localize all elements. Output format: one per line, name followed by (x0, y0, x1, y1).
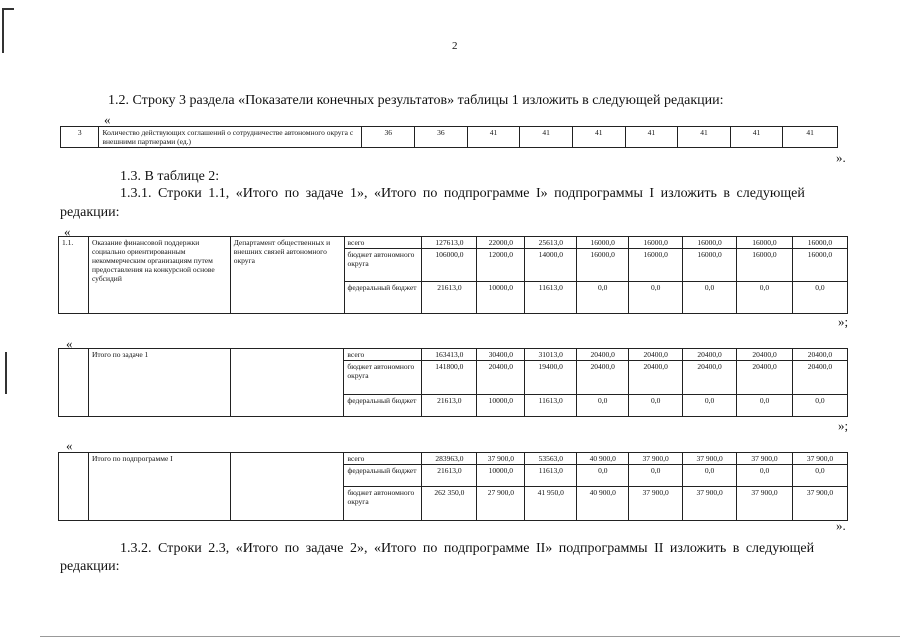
program-table-task-1 (58, 348, 848, 417)
value-cell: 36 (362, 127, 415, 148)
value-cell: 16000,0 (792, 249, 847, 282)
value-cell: 0,0 (737, 465, 793, 487)
executor (230, 453, 344, 521)
funding-source: бюджет автономного округа (344, 361, 422, 395)
value-cell: 16000,0 (792, 237, 847, 249)
value-cell: 37 900,0 (792, 487, 847, 521)
value-cell: 16000,0 (577, 237, 629, 249)
value-cell: 106000,0 (422, 249, 477, 282)
value-cell: 16000,0 (629, 237, 683, 249)
value-cell: 41 (783, 127, 838, 148)
value-cell: 41 (572, 127, 625, 148)
funding-source: всего (344, 349, 422, 361)
value-cell: 10000,0 (477, 465, 525, 487)
value-cell: 0,0 (629, 282, 683, 314)
value-cell: 37 900,0 (737, 453, 793, 465)
value-cell: 37 900,0 (477, 453, 525, 465)
value-cell: 20400,0 (792, 361, 847, 395)
value-cell: 20400,0 (683, 349, 737, 361)
value-cell: 11613,0 (525, 465, 577, 487)
value-cell: 20400,0 (792, 349, 847, 361)
value-cell: 41 (625, 127, 678, 148)
paragraph-1-3: 1.3. В таблице 2: (120, 169, 220, 184)
paragraph-1-3-1-cont: редакции: (60, 205, 120, 220)
open-quote: « (66, 438, 73, 453)
value-cell: 20400,0 (477, 361, 525, 395)
results-table (60, 126, 838, 148)
value-cell: 0,0 (683, 395, 737, 417)
close-quote: ». (836, 518, 846, 533)
value-cell: 0,0 (737, 395, 793, 417)
value-cell: 16000,0 (683, 249, 737, 282)
close-quote: ». (836, 150, 846, 165)
value-cell: 20400,0 (577, 349, 629, 361)
value-cell: 40 900,0 (577, 487, 629, 521)
value-cell: 16000,0 (737, 249, 793, 282)
value-cell: 283963,0 (422, 453, 477, 465)
value-cell: 20400,0 (683, 361, 737, 395)
value-cell: 0,0 (577, 282, 629, 314)
value-cell: 12000,0 (477, 249, 525, 282)
scan-edge-mark (2, 8, 14, 10)
scan-edge-mark (2, 8, 4, 53)
value-cell: 37 900,0 (737, 487, 793, 521)
total-label: Итого по подпрограмме I (88, 453, 230, 521)
value-cell: 0,0 (683, 282, 737, 314)
page-number: 2 (452, 40, 458, 52)
value-cell: 21613,0 (422, 465, 477, 487)
paragraph-1-3-1: 1.3.1. Строки 1.1, «Итого по задаче 1», «Итого по подпрограмме I» подпрограммы I изложить в следующей (120, 186, 805, 201)
scan-edge-mark (40, 636, 900, 637)
total-label: Итого по задаче 1 (88, 349, 230, 417)
value-cell: 41 (730, 127, 783, 148)
value-cell: 16000,0 (577, 249, 629, 282)
table-row (59, 237, 848, 249)
open-quote: « (66, 336, 73, 351)
value-cell: 0,0 (577, 465, 629, 487)
row-number (59, 453, 89, 521)
close-quote: »; (838, 418, 849, 433)
row-number: 3 (61, 127, 99, 148)
funding-source: федеральный бюджет (344, 465, 422, 487)
value-cell: 37 900,0 (683, 453, 737, 465)
funding-source: бюджет автономного округа (344, 249, 422, 282)
table-row (61, 127, 838, 148)
value-cell: 14000,0 (525, 249, 577, 282)
value-cell: 10000,0 (477, 282, 525, 314)
value-cell: 31013,0 (525, 349, 577, 361)
paragraph-1-3-2-cont: редакции: (60, 559, 120, 574)
funding-source: федеральный бюджет (344, 395, 422, 417)
paragraph-1-2: 1.2. Строку 3 раздела «Показатели конечных результатов» таблицы 1 изложить в следующей редакции: (108, 93, 724, 108)
value-cell: 37 900,0 (683, 487, 737, 521)
value-cell: 21613,0 (422, 395, 477, 417)
table-row (59, 453, 848, 465)
value-cell: 37 900,0 (792, 453, 847, 465)
value-cell: 11613,0 (525, 395, 577, 417)
value-cell: 27 900,0 (477, 487, 525, 521)
funding-source: бюджет автономного округа (344, 487, 422, 521)
value-cell: 41 (467, 127, 520, 148)
value-cell: 20400,0 (577, 361, 629, 395)
value-cell: 41 (678, 127, 731, 148)
indicator-label: Количество действующих соглашений о сотрудничестве автономного округа с внешними партнерами (ед.) (99, 127, 362, 148)
value-cell: 20400,0 (629, 361, 683, 395)
value-cell: 0,0 (629, 465, 683, 487)
table-row (59, 349, 848, 361)
value-cell: 20400,0 (629, 349, 683, 361)
value-cell: 0,0 (792, 395, 847, 417)
value-cell: 16000,0 (683, 237, 737, 249)
value-cell: 0,0 (792, 465, 847, 487)
value-cell: 0,0 (629, 395, 683, 417)
value-cell: 20400,0 (737, 361, 793, 395)
value-cell: 37 900,0 (629, 487, 683, 521)
value-cell: 53563,0 (525, 453, 577, 465)
value-cell: 0,0 (737, 282, 793, 314)
open-quote: « (104, 112, 111, 127)
funding-source: федеральный бюджет (344, 282, 422, 314)
funding-source: всего (344, 237, 422, 249)
value-cell: 11613,0 (525, 282, 577, 314)
value-cell: 19400,0 (525, 361, 577, 395)
value-cell: 41 (520, 127, 573, 148)
value-cell: 163413,0 (422, 349, 477, 361)
value-cell: 21613,0 (422, 282, 477, 314)
value-cell: 41 950,0 (525, 487, 577, 521)
program-table-subprogram-1 (58, 452, 848, 521)
value-cell: 16000,0 (737, 237, 793, 249)
paragraph-1-3-2: 1.3.2. Строки 2.3, «Итого по задаче 2», «Итого по подпрограмме II» подпрограммы II изложить в следующей (120, 541, 815, 556)
funding-source: всего (344, 453, 422, 465)
value-cell: 10000,0 (477, 395, 525, 417)
row-number (59, 349, 89, 417)
scan-edge-mark (5, 352, 7, 394)
row-number: 1.1. (59, 237, 89, 314)
value-cell: 25613,0 (525, 237, 577, 249)
value-cell: 37 900,0 (629, 453, 683, 465)
value-cell: 0,0 (792, 282, 847, 314)
value-cell: 16000,0 (629, 249, 683, 282)
value-cell: 20400,0 (737, 349, 793, 361)
value-cell: 22000,0 (477, 237, 525, 249)
activity-name: Оказание финансовой поддержки социально ориентированным некоммерческим организациям путем предоставления на конкурсной основе субсидий (88, 237, 230, 314)
value-cell: 127613,0 (422, 237, 477, 249)
executor: Департамент общественных и внешних связей автономного округа (230, 237, 344, 314)
value-cell: 40 900,0 (577, 453, 629, 465)
value-cell: 262 350,0 (422, 487, 477, 521)
executor (230, 349, 344, 417)
value-cell: 30400,0 (477, 349, 525, 361)
program-table-1-1 (58, 236, 848, 314)
value-cell: 36 (415, 127, 468, 148)
close-quote: »; (838, 314, 849, 329)
open-quote: « (64, 224, 71, 239)
value-cell: 0,0 (683, 465, 737, 487)
value-cell: 0,0 (577, 395, 629, 417)
value-cell: 141800,0 (422, 361, 477, 395)
